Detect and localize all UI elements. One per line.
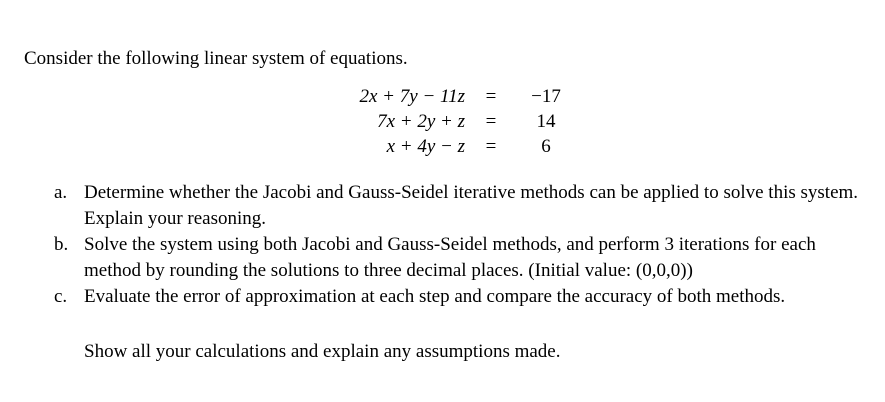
equation-2-lhs: 7x + 2y + z [377,111,465,132]
equation-1-lhs: 2x + 7y − 11z [359,86,465,107]
equation-row-3 [300,134,575,159]
equation-row-2 [300,109,575,134]
equation-1-equals: = [485,86,497,107]
equation-3-equals: = [485,136,497,157]
equation-2-rhs: 14 [536,111,556,132]
equation-3-rhs: 6 [541,136,551,157]
question-b-text: Solve the system using both Jacobi and Gauss-Seidel methods, and perform 3 iterations for each method by rounding the solutions to three decimal places. (Initial value: (0,0,0)) [84,234,816,281]
question-a [54,180,864,232]
closing-instruction: Show all your calculations and explain any assumptions made. [84,341,561,362]
question-b-letter: b. [54,234,69,255]
equation-2-equals: = [485,111,497,132]
question-c-letter: c. [54,286,68,307]
equation-system [300,84,575,159]
question-a-text: Determine whether the Jacobi and Gauss-Seidel iterative methods can be applied to solve this system. Explain your reasoning. [84,182,859,229]
question-list [54,180,864,310]
question-a-letter: a. [54,182,68,203]
equation-3-lhs: x + 4y − z [386,136,465,157]
question-b [54,232,864,284]
intro-text: Consider the following linear system of equations. [24,48,408,69]
equation-row-1 [300,84,575,109]
question-c [54,284,864,310]
equation-1-rhs: −17 [531,86,561,107]
question-c-text: Evaluate the error of approximation at each step and compare the accuracy of both methods. [84,286,786,307]
